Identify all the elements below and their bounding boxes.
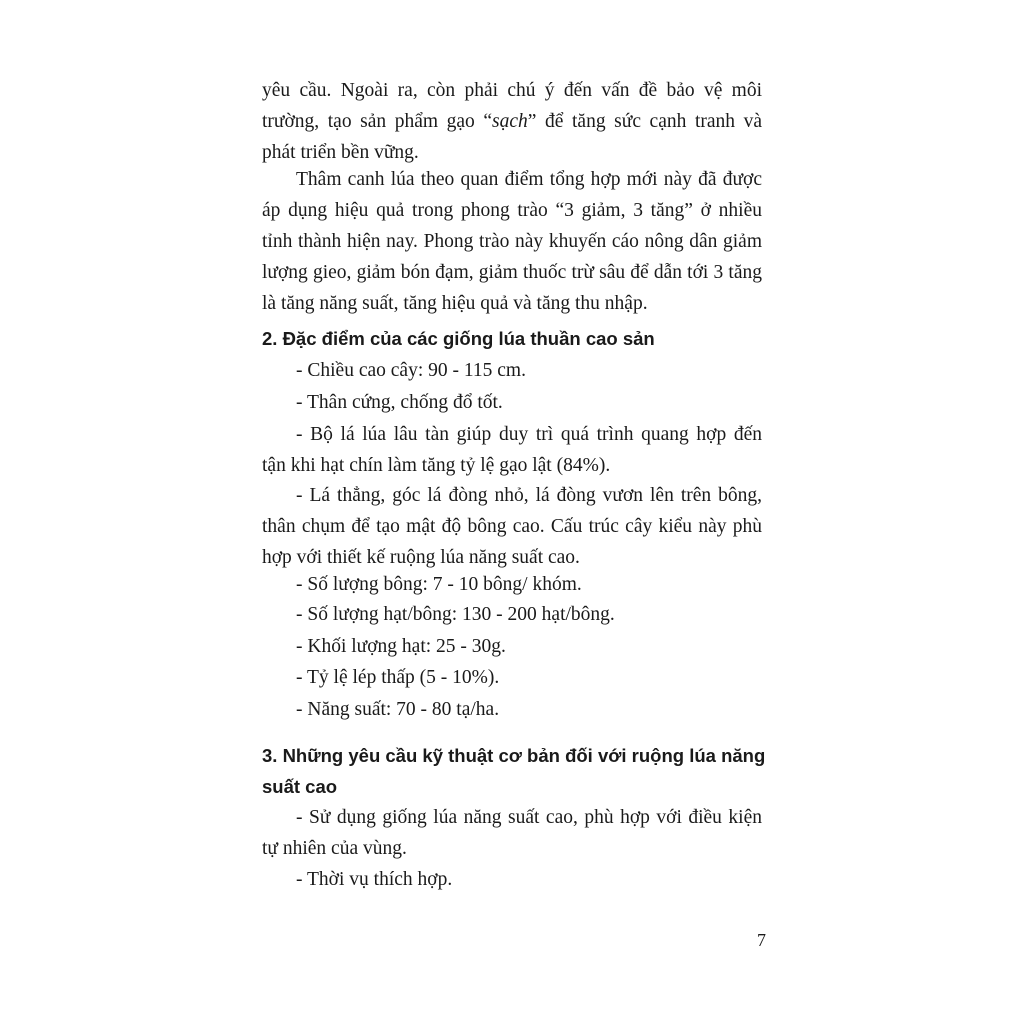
- text-line: - Sử dụng giống lúa năng suất cao, phù hợp với điều kiện: [296, 807, 762, 828]
- text-line: phát triển bền vững.: [262, 142, 419, 163]
- section-heading: 2. Đặc điểm của các giống lúa thuần cao sản: [262, 328, 655, 349]
- list-item: - Thân cứng, chống đổ tốt.: [296, 392, 503, 413]
- section-heading: suất cao: [262, 776, 338, 797]
- list-item: - Số lượng bông: 7 - 10 bông/ khóm.: [296, 574, 582, 595]
- text-fragment: ” để tăng sức cạnh tranh và: [527, 111, 762, 132]
- list-item-season: [262, 864, 762, 895]
- list-item: - Khối lượng hạt: 25 - 30g.: [296, 636, 506, 657]
- list-item-panicles: [262, 569, 762, 600]
- list-item-yield: [262, 694, 762, 725]
- list-item: - Tỷ lệ lép thấp (5 - 10%).: [296, 667, 500, 688]
- list-item: - Chiều cao cây: 90 - 115 cm.: [296, 360, 526, 381]
- text-line: - Lá thẳng, góc lá đòng nhỏ, lá đòng vươn lên trên bông,: [296, 485, 762, 506]
- list-item-variety: [262, 802, 762, 864]
- text-line: Thâm canh lúa theo quan điểm tổng hợp mới này đã được: [296, 169, 762, 190]
- list-item-grains: [262, 599, 762, 630]
- text-line: tận khi hạt chín làm tăng tỷ lệ gạo lật (84%).: [262, 455, 611, 476]
- list-item-weight: [262, 631, 762, 662]
- list-item-leaf-straight: [262, 480, 762, 573]
- list-item-empty-rate: [262, 662, 762, 693]
- text-line: hợp với thiết kế ruộng lúa năng suất cao.: [262, 547, 580, 568]
- text-line: thân chụm để tạo mật độ bông cao. Cấu trúc cây kiểu này phù: [262, 516, 762, 537]
- list-item: - Số lượng hạt/bông: 130 - 200 hạt/bông.: [296, 604, 615, 625]
- text-line: lượng gieo, giảm bón đạm, giảm thuốc trừ sâu để dẫn tới 3 tăng: [262, 262, 762, 283]
- section-3: [262, 740, 766, 802]
- text-line: [262, 106, 762, 137]
- list-item: - Năng suất: 70 - 80 tạ/ha.: [296, 699, 500, 720]
- text-line: tỉnh thành hiện nay. Phong trào này khuyến cáo nông dân giảm: [262, 231, 762, 252]
- italic-word: sạch: [492, 111, 528, 132]
- text-line: là tăng năng suất, tăng hiệu quả và tăng thu nhập.: [262, 293, 648, 314]
- text-line: - Bộ lá lúa lâu tàn giúp duy trì quá trình quang hợp đến: [296, 424, 762, 445]
- text-fragment: trường, tạo sản phẩm gạo “: [262, 111, 493, 132]
- section-2-list-stem: [262, 387, 762, 418]
- section-2-list: [262, 355, 762, 386]
- section-heading: 3. Những yêu cầu kỹ thuật cơ bản đối với ruộng lúa năng: [262, 745, 766, 766]
- page-number: 7: [757, 930, 766, 950]
- section-2: [262, 323, 762, 354]
- text-line: tự nhiên của vùng.: [262, 838, 407, 859]
- text-line: áp dụng hiệu quả trong phong trào “3 giảm, 3 tăng” ở nhiều: [262, 200, 762, 221]
- paragraph-environment: [262, 75, 762, 168]
- list-item-leaf-long: [262, 419, 762, 481]
- paragraph-intensive-farming: [262, 164, 762, 319]
- text-line: yêu cầu. Ngoài ra, còn phải chú ý đến vấn đề bảo vệ môi: [262, 80, 762, 101]
- list-item: - Thời vụ thích hợp.: [296, 869, 453, 890]
